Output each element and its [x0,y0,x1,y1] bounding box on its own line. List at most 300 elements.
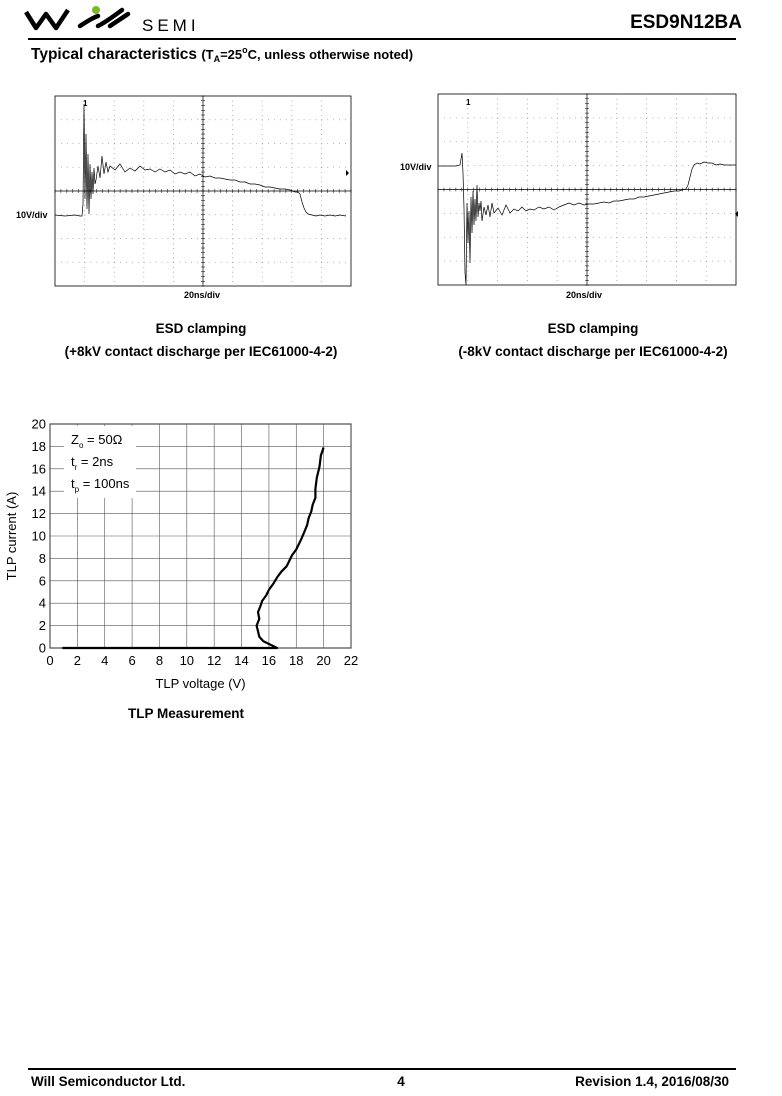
scope-right-grid-dot [497,104,498,105]
scope-left-grid-dot [239,262,240,263]
scope-left-grid-dot [209,262,210,263]
scope-left-grid-dot [233,214,234,215]
scope-right-grid-dot [676,247,677,248]
scope-right-grid-dot [557,242,558,243]
scope-left-grid-dot [73,238,74,239]
scope-right-grid-dot [492,237,493,238]
scope-right-grid-dot [676,237,677,238]
scope-right-grid-dot [497,127,498,128]
scope-left-grid-dot [291,253,292,254]
tlp-x-tick-label: 16 [261,653,277,668]
scope-right-grid-dot [527,256,528,257]
scope-left-grid-dot [321,253,322,254]
scope-left-grid-dot [114,177,115,178]
tlp-y-axis-label: TLP current (A) [4,491,19,581]
scope-left-grid-dot [143,277,144,278]
scope-right-grid-dot [676,170,677,171]
scope-right-grid-dot [730,237,731,238]
scope-right-grid-dot [706,108,707,109]
scope-left-grid-dot [173,177,174,178]
scope-right-grid-dot [497,185,498,186]
scope-left-grid-dot [232,210,233,211]
scope-right-grid-dot [730,141,731,142]
scope-right-grid-dot [616,223,617,224]
scope-right-grid-dot [694,141,695,142]
scope-left-grid-dot [197,119,198,120]
scope-right-grid-dot [497,223,498,224]
scope-right-grid-dot [450,117,451,118]
scope-left-grid-dot [67,143,68,144]
scope-right-grid-dot [718,237,719,238]
scope-right-grid-dot [706,156,707,157]
scope-left-grid-dot [250,119,251,120]
scope-right-grid-dot [706,247,707,248]
scope-left-grid-dot [55,119,56,120]
scope-right-grid-dot [646,223,647,224]
scope-left-grid-dot [250,214,251,215]
tlp-y-tick-label: 8 [38,550,46,566]
scope-right-grid-dot [616,99,617,100]
scope-left-grid-dot [262,253,263,254]
scope-right-grid-dot [557,151,558,152]
scope-left-grid-dot [333,119,334,120]
scope-left-grid-dot [173,96,174,97]
scope-left-grid-dot [268,119,269,120]
scope-left-grid-dot [291,134,292,135]
scope-right-grid-dot [467,94,468,95]
scope-right-grid-dot [498,213,499,214]
scope-right-grid-dot [688,141,689,142]
scope-right-grid-dot [616,247,617,248]
scope-left-marker-1: 1 [83,99,88,108]
scope-right-grid-dot [676,99,677,100]
scope-left-grid-dot [291,177,292,178]
scope-right-grid-dot [616,132,617,133]
scope-right-grid-dot [563,165,564,166]
scope-left-grid-dot [114,106,115,107]
scope-right-grid-dot [617,261,618,262]
scope-right-grid-dot [670,213,671,214]
scope-left-grid-dot [286,167,287,168]
scope-right-grid-dot [694,165,695,166]
scope-left-grid-dot [298,238,299,239]
scope-left-grid-dot [292,167,293,168]
scope-right-grid-dot [706,175,707,176]
scope-left-grid-dot [262,238,263,239]
scope-right-grid-dot [467,161,468,162]
scope-right-grid-dot [504,261,505,262]
scope-right-grid-dot [616,199,617,200]
scope-left-grid-dot [262,277,263,278]
scope-right-grid-dot [659,141,660,142]
scope-left-grid-dot [280,143,281,144]
scope-right-grid-dot [593,213,594,214]
scope-left-grid-dot [298,167,299,168]
scope-right-grid-dot [527,199,528,200]
scope-left-grid-dot [102,262,103,263]
scope-right-grid-dot [467,247,468,248]
scope-left-grid-dot [143,281,144,282]
scope-right-grid-dot [480,213,481,214]
scope-left-grid-dot [315,143,316,144]
scope-left-grid-dot [114,148,115,149]
scope-right-grid-dot [641,237,642,238]
scope-right-grid-dot [557,204,558,205]
scope-right-grid-dot [641,261,642,262]
scope-left-grid-dot [67,119,68,120]
scope-left-grid-dot [321,101,322,102]
scope-left-grid-dot [321,210,322,211]
scope-left-grid-dot [221,143,222,144]
scope-left-grid-dot [143,253,144,254]
scope-left-grid-dot [79,119,80,120]
scope-right-grid-dot [527,228,528,229]
scope-right-grid-dot [467,151,468,152]
scope-left-grid-dot [143,234,144,235]
scope-left-volt-label: 10V/div [16,210,48,220]
scope-left-grid-dot [321,115,322,116]
scope-left-grid-dot [79,143,80,144]
scope-left-grid-dot [138,238,139,239]
scope-right-grid-dot [718,261,719,262]
scope-right-grid-dot [646,232,647,233]
tlp-x-tick-label: 6 [128,653,136,668]
scope-right-grid-dot [504,117,505,118]
scope-right-grid-dot [682,237,683,238]
scope-right-grid-dot [646,132,647,133]
scope-left-grid-dot [102,214,103,215]
scope-left-grid-dot [232,148,233,149]
scope-right-grid-dot [616,275,617,276]
scope-right-grid-dot [557,271,558,272]
scope-left-grid-dot [61,143,62,144]
scope-left-grid-dot [114,163,115,164]
scope-left-grid-dot [173,143,174,144]
scope-right-grid-dot [581,141,582,142]
scope-left-grid-dot [315,214,316,215]
scope-right-grid-dot [623,261,624,262]
scope-right-grid-dot [467,285,468,286]
scope-left-grid-dot [232,258,233,259]
scope-right-grid-dot [676,252,677,253]
scope-left-grid-dot [185,119,186,120]
scope-right-grid-dot [492,141,493,142]
scope-left-grid-dot [61,119,62,120]
scope-left-grid-dot [132,214,133,215]
scope-right-grid-dot [617,117,618,118]
scope-right-grid-dot [616,185,617,186]
scope-right-grid-dot [616,252,617,253]
scope-left-grid-dot [143,106,144,107]
scope-right-grid-dot [467,256,468,257]
scope-right-grid-dot [462,237,463,238]
scope-right-grid-dot [616,161,617,162]
scope-right-grid-dot [724,117,725,118]
scope-left-grid-dot [143,248,144,249]
scope-right-grid-dot [569,261,570,262]
scope-left-grid-dot [321,286,322,287]
scope-right-grid-dot [706,141,707,142]
scope-right-grid-dot [676,151,677,152]
scope-left-grid-dot [114,134,115,135]
scope-left-grid-dot [321,238,322,239]
scope-left-grid-dot [351,214,352,215]
scope-left-grid-dot [173,248,174,249]
scope-left-grid-dot [55,143,56,144]
scope-left-grid-dot [144,262,145,263]
scope-right-grid-dot [646,218,647,219]
scope-left-grid-dot [143,210,144,211]
scope-left-grid-dot [96,262,97,263]
scope-left-grid-dot [197,262,198,263]
scope-right-grid-dot [712,261,713,262]
scope-right-grid-dot [575,213,576,214]
scope-right-grid-dot [700,141,701,142]
scope-left-grid-dot [173,253,174,254]
scope-left-grid-dot [114,129,115,130]
scope-right-grid-dot [467,170,468,171]
scope-left-grid-dot [120,238,121,239]
scope-left-grid-dot [73,119,74,120]
scope-right-grid-dot [527,218,528,219]
scope-left-grid-dot [173,272,174,273]
scope-left-grid-dot [291,158,292,159]
scope-left-grid-dot [114,210,115,211]
scope-left-grid-dot [351,262,352,263]
scope-right-grid-dot [527,113,528,114]
scope-right-grid-dot [611,165,612,166]
scope-left-grid-dot [138,119,139,120]
scope-right-grid-dot [557,252,558,253]
scope-left-grid-dot [143,158,144,159]
tlp-y-tick-label: 2 [38,618,46,634]
scope-left-grid-dot [143,220,144,221]
scope-right-grid-dot [467,204,468,205]
scope-right-grid-dot [664,261,665,262]
scope-left-grid-dot [84,243,85,244]
scope-right-grid-dot [616,123,617,124]
scope-left-grid-dot [315,262,316,263]
scope-right-grid-dot [551,117,552,118]
scope-right-grid-dot [646,170,647,171]
scope-left-grid-dot [91,214,92,215]
scope-left-grid-dot [304,143,305,144]
tlp-annotation: $Z_o = 50\Omega$ [71,432,123,450]
scope-left-grid-dot [291,153,292,154]
scope-left-grid-dot [209,238,210,239]
scope-right-grid-dot [533,165,534,166]
scope-right-grid-dot [557,213,558,214]
scope-left-grid-dot [114,258,115,259]
scope-right-grid-dot [444,261,445,262]
scope-right-grid-dot [646,266,647,267]
scope-right-grid-dot [557,137,558,138]
scope-left-grid-dot [315,119,316,120]
scope-right-grid-dot [611,237,612,238]
scope-left-grid-dot [327,262,328,263]
scope-right-grid-dot [641,141,642,142]
tlp-y-tick-label: 10 [31,528,46,544]
scope-left-grid-dot [173,277,174,278]
scope-left-grid-dot [132,238,133,239]
scope-right-grid-dot [527,117,528,118]
scope-left-grid-dot [321,96,322,97]
scope-left-grid-dot [197,238,198,239]
scope-left-grid-dot [232,125,233,126]
scope-right-grid-dot [545,165,546,166]
scope-left-grid-dot [262,243,263,244]
scope-right-grid-dot [593,237,594,238]
scope-right-grid-dot [450,141,451,142]
scope-left-grid-dot [244,119,245,120]
scope-right-grid-dot [527,137,528,138]
scope-right-grid-dot [646,147,647,148]
scope-left-grid-dot [262,101,263,102]
scope-right-grid-dot [646,151,647,152]
scope-left-grid-dot [132,143,133,144]
scope-right-grid-dot [718,117,719,118]
scope-left-grid-dot [144,214,145,215]
scope-left-grid-dot [333,167,334,168]
scope-left-grid-dot [227,262,228,263]
scope-right-grid-dot [706,242,707,243]
scope-right-grid-dot [527,285,528,286]
scope-right-grid-dot [647,261,648,262]
scope-right-grid-dot [438,237,439,238]
scope-right-grid-dot [593,141,594,142]
scope-left-grid-dot [114,267,115,268]
scope-right-grid-dot [527,165,528,166]
scope-left-grid-dot [85,119,86,120]
scope-left-grid-dot [262,214,263,215]
scope-left-grid-dot [250,143,251,144]
scope-right-grid-dot [629,237,630,238]
scope-left-grid-dot [191,262,192,263]
scope-right-grid-dot [647,213,648,214]
scope-right-grid-dot [486,117,487,118]
scope-right-grid-dot [545,237,546,238]
scope-right-grid-dot [438,213,439,214]
scope-left-grid-dot [304,238,305,239]
scope-right-grid-dot [700,165,701,166]
scope-left-grid-dot [333,238,334,239]
part-number: ESD9N12BA [630,12,742,33]
scope-left-grid-dot [173,153,174,154]
scope-right-grid-dot [480,261,481,262]
scope-right-grid-dot [563,237,564,238]
scope-right-grid-dot [664,141,665,142]
scope-left-grid-dot [126,143,127,144]
scope-left-grid-dot [162,167,163,168]
scope-left-grid-dot [291,186,292,187]
scope-right-grid-dot [497,99,498,100]
scope-left-grid-dot [232,153,233,154]
scope-left-grid-dot [268,214,269,215]
scope-left-grid-dot [321,167,322,168]
scope-right-grid-dot [646,275,647,276]
scope-left-grid-dot [232,96,233,97]
scope-right-grid-dot [616,228,617,229]
scope-right-grid-dot [557,209,558,210]
scope-right-grid-dot [647,165,648,166]
scope-right-grid-dot [474,237,475,238]
scope-right-grid-dot [646,228,647,229]
scope-right-grid-dot [724,237,725,238]
scope-right-grid-dot [706,165,707,166]
scope-left-grid-dot [227,167,228,168]
tlp-annotation: $t_p = 100ns$ [71,476,130,494]
scope-right-grid-dot [497,280,498,281]
scope-right-grid-dot [646,256,647,257]
scope-left-grid-dot [114,229,115,230]
scope-left-grid-dot [79,238,80,239]
scope-left-grid-dot [185,262,186,263]
scope-right-grid-dot [706,99,707,100]
scope-left-grid-dot [144,119,145,120]
scope-right-caption [433,317,753,363]
scope-right-grid-dot [629,261,630,262]
scope-right-grid-dot [676,261,677,262]
tlp-y-tick-label: 6 [38,573,46,589]
scope-right-grid-dot [539,261,540,262]
scope-right-grid-dot [557,147,558,148]
scope-left-grid-dot [84,201,85,202]
scope-left-grid-dot [143,267,144,268]
scope-right-grid-dot [497,199,498,200]
scope-left-grid-dot [298,119,299,120]
scope-right-grid-dot [653,237,654,238]
scope-left-grid-dot [232,129,233,130]
scope-right-grid-dot [706,113,707,114]
scope-right-grid-dot [646,161,647,162]
scope-right-grid-dot [569,117,570,118]
scope-right-grid-dot [676,156,677,157]
scope-left-grid-dot [232,196,233,197]
scope-left-grid-dot [345,167,346,168]
scope-left-grid-dot [173,220,174,221]
scope-left-grid-dot [114,272,115,273]
scope-right-grid-dot [467,147,468,148]
scope-left-grid-dot [268,262,269,263]
scope-left-grid-dot [209,214,210,215]
scope-left-grid-dot [321,153,322,154]
scope-right-grid-dot [599,237,600,238]
scope-left-grid-dot [173,186,174,187]
scope-right-grid-dot [688,213,689,214]
scope-left-grid-dot [85,214,86,215]
scope-right-grid-dot [510,165,511,166]
scope-left-grid-dot [321,186,322,187]
tlp-x-tick-label: 20 [316,653,331,668]
scope-right-grid-dot [497,170,498,171]
scope-right-grid-dot [706,194,707,195]
scope-left-grid-dot [262,224,263,225]
scope-left-grid-dot [274,119,275,120]
scope-right-grid-dot [712,117,713,118]
scope-left-grid-dot [232,248,233,249]
scope-right-grid-dot [492,213,493,214]
scope-left-grid-dot [91,167,92,168]
scope-right-grid-dot [682,165,683,166]
scope-right-grid-dot [646,156,647,157]
scope-right-grid-dot [450,237,451,238]
scope-left-grid-dot [291,267,292,268]
scope-right-grid-dot [706,117,707,118]
scope-right-grid-dot [486,141,487,142]
scope-right-grid-dot [706,161,707,162]
scope-left-grid-dot [173,234,174,235]
scope-right-grid-dot [635,213,636,214]
